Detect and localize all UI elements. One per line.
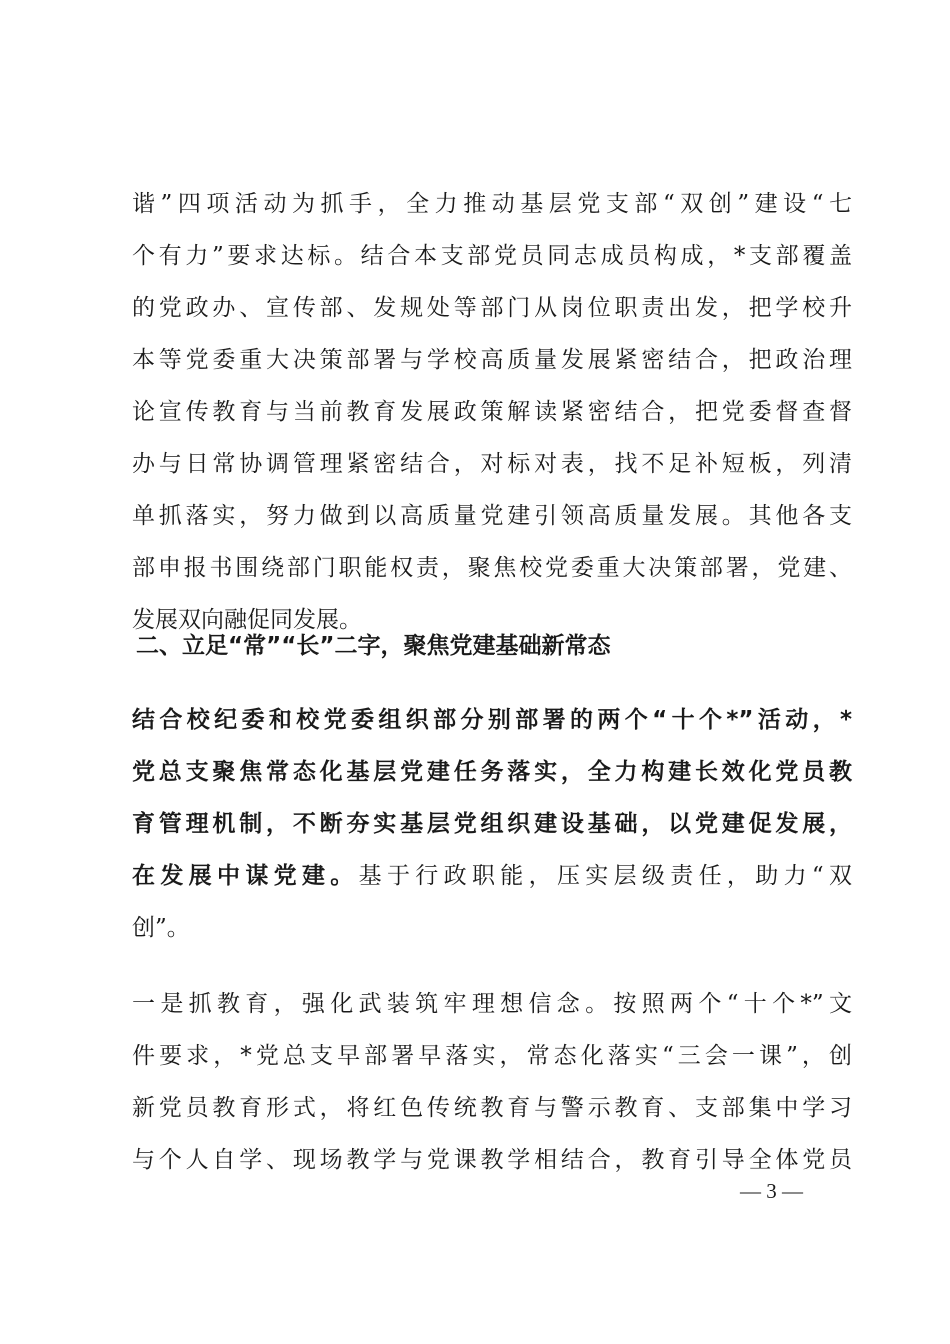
paragraph-line: 新党员教育形式，将红色传统教育与警示教育、支部集中学习 [132, 1095, 852, 1121]
bold-lead-text: 在发展中谋党建。 [132, 863, 359, 889]
paragraph-line: 论宣传教育与当前教育发展政策解读紧密结合，把党委督查督 [132, 399, 852, 425]
paragraph-line: 创”。 [132, 915, 190, 941]
paragraph-line-bold: 结合校纪委和校党委组织部分别部署的两个“十个*”活动，* [132, 707, 852, 733]
page-number: — 3 — [740, 1179, 803, 1203]
paragraph-line: 发展双向融促同发展。 [132, 607, 362, 633]
regular-text: 基于行政职能，压实层级责任，助力“双 [358, 863, 852, 889]
paragraph-line: 谐”四项活动为抓手，全力推动基层党支部“双创”建设“七 [132, 191, 852, 217]
paragraph-line: 的党政办、宣传部、发规处等部门从岗位职责出发，把学校升 [132, 295, 852, 321]
paragraph-line-bold: 育管理机制，不断夯实基层党组织建设基础，以党建促发展， [132, 811, 852, 837]
paragraph-line: 本等党委重大决策部署与学校高质量发展紧密结合，把政治理 [132, 347, 852, 373]
paragraph-line: 办与日常协调管理紧密结合，对标对表，找不足补短板，列清 [132, 451, 852, 477]
paragraph-line: 件要求，*党总支早部署早落实，常态化落实“三会一课”，创 [132, 1043, 852, 1069]
paragraph-line-mixed [132, 856, 852, 896]
paragraph-line: 个有力”要求达标。结合本支部党员同志成员构成，*支部覆盖 [132, 243, 852, 269]
paragraph-line: 部申报书围绕部门职能权责，聚焦校党委重大决策部署，党建、 [132, 555, 852, 581]
paragraph-line: 与个人自学、现场教学与党课教学相结合，教育引导全体党员 [132, 1147, 852, 1173]
section-heading: 二、立足“常”“长”二字，聚焦党建基础新常态 [136, 633, 611, 659]
paragraph-line: 一是抓教育，强化武装筑牢理想信念。按照两个“十个*”文 [132, 991, 852, 1017]
paragraph-line-bold: 党总支聚焦常态化基层党建任务落实，全力构建长效化党员教 [132, 759, 852, 785]
paragraph-line: 单抓落实，努力做到以高质量党建引领高质量发展。其他各支 [132, 503, 852, 529]
